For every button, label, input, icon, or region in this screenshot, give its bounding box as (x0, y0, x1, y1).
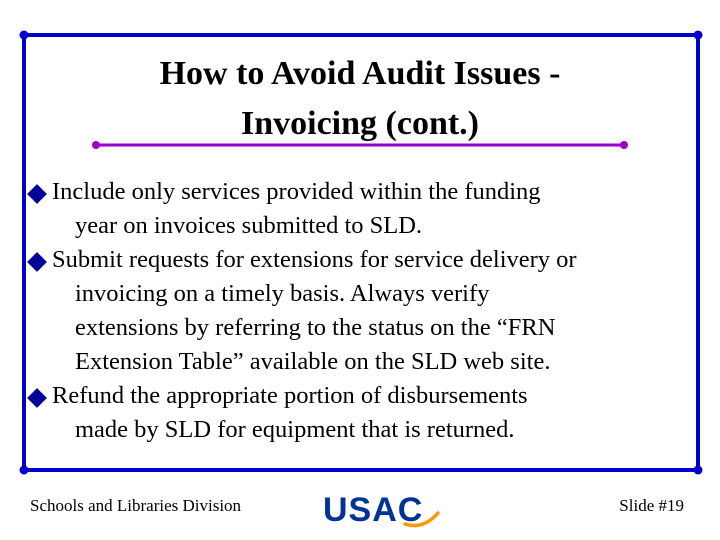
corner-dot-icon (694, 31, 703, 40)
bullet-2-line-1: Submit requests for extensions for service delivery or (52, 246, 577, 273)
slide-number: Slide #19 (619, 496, 684, 515)
bullet-3-line-1: Refund the appropriate portion of disbursements (52, 382, 528, 409)
bullet-3-line-2: made by SLD for equipment that is returned. (75, 416, 515, 443)
usac-logo (319, 484, 441, 530)
bullet-1-line-1: Include only services provided within the funding (52, 178, 541, 205)
slide-title-line-1: How to Avoid Audit Issues - (159, 55, 561, 92)
corner-dot-icon (694, 466, 703, 475)
bullet-2-line-2: invoicing on a timely basis. Always verify (75, 280, 490, 307)
bullet-1-line-2: year on invoices submitted to SLD. (75, 212, 423, 239)
corner-dot-icon (20, 31, 29, 40)
bullet-2-line-4: Extension Table” available on the SLD web site. (75, 348, 551, 375)
slide-title-line-2: Invoicing (cont.) (241, 105, 479, 142)
corner-dot-icon (20, 466, 29, 475)
footer-organization: Schools and Libraries Division (30, 496, 242, 515)
bullet-2-line-3: extensions by referring to the status on the “FRN (75, 314, 556, 341)
svg-text:USAC: USAC (323, 491, 424, 529)
